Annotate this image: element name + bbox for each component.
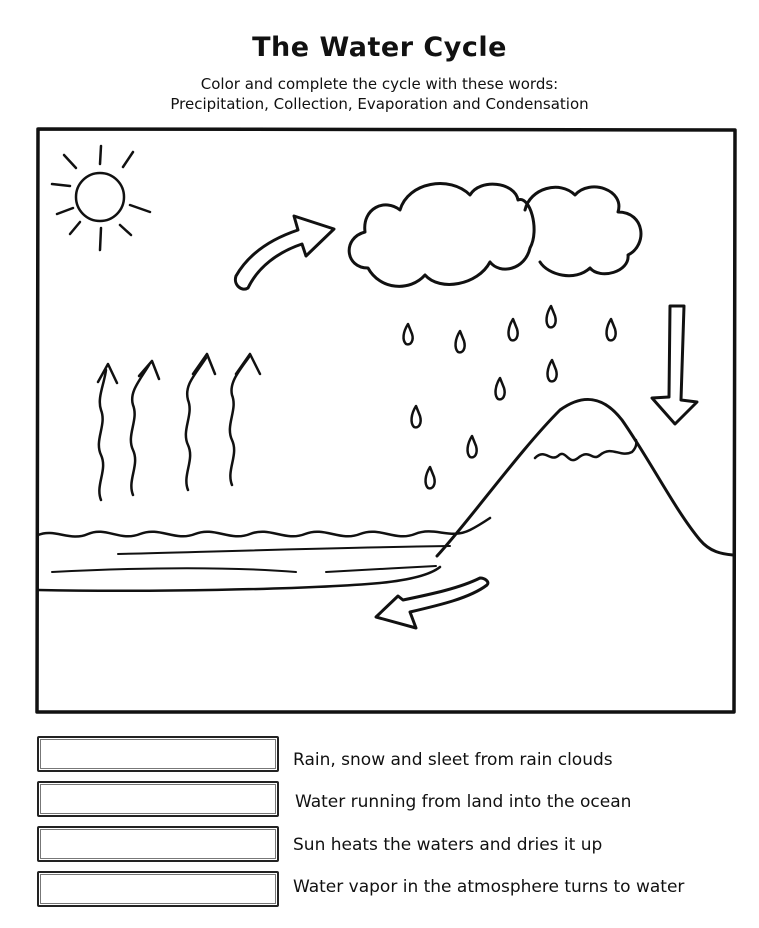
evaporation-arrows [98,354,260,500]
ocean [38,518,490,591]
answer-box-1[interactable] [37,736,279,772]
rain-drops [404,306,616,488]
clue-2: Water running from land into the ocean [295,792,632,812]
answer-box-3[interactable] [37,826,279,862]
instructions-line-1: Color and complete the cycle with these words: [200,75,559,93]
clue-1: Rain, snow and sleet from rain clouds [293,750,613,770]
collection-arrow [376,578,488,628]
instructions-line-2: Precipitation, Collection, Evaporation and Condensation [170,95,589,113]
answer-box-4[interactable] [37,871,279,907]
precipitation-arrow [652,306,697,424]
page-title: The Water Cycle [252,32,507,63]
cloud-icon [349,184,641,287]
sun-icon [52,146,150,250]
clue-4: Water vapor in the atmosphere turns to water [293,877,685,897]
answer-box-2[interactable] [37,781,279,817]
mountain [437,399,733,556]
condensation-arrow [235,216,334,289]
mountain-snowcap [535,440,636,460]
clue-3: Sun heats the waters and dries it up [293,835,603,855]
